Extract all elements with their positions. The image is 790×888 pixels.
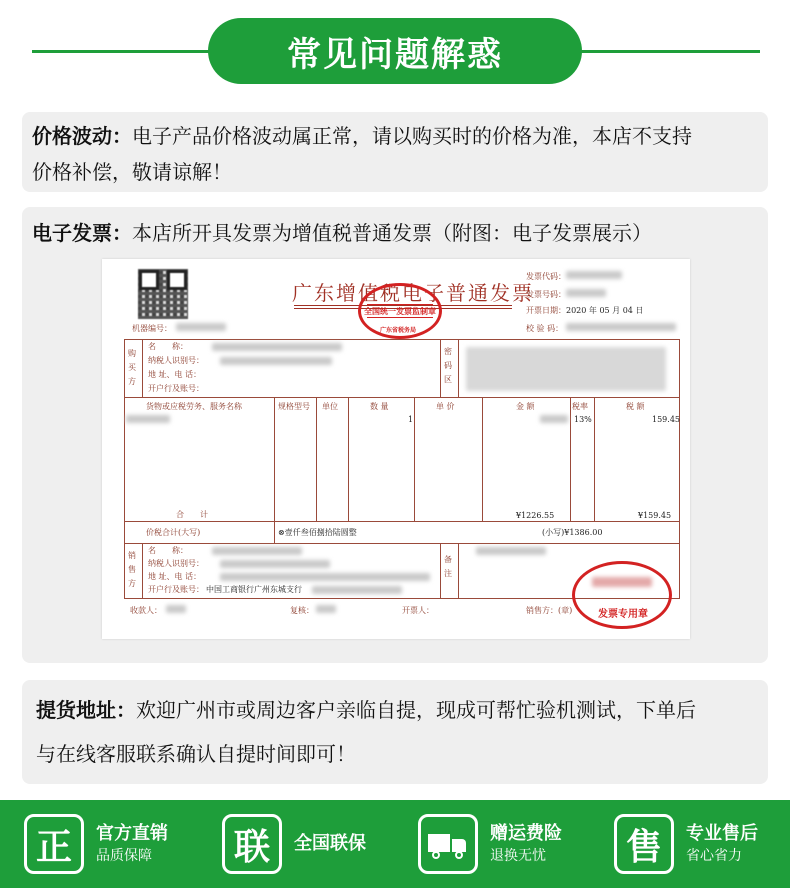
- header-divider-right: [580, 50, 760, 53]
- faq-pickup-text2: 与在线客服联系确认自提时间即可！: [36, 742, 356, 766]
- seller-addr-label: 地 址、电 话：: [148, 572, 202, 581]
- invoice-title: 广东增值税电子普通发票: [292, 281, 534, 305]
- feature-shipping-title: 赠运费险: [490, 823, 562, 844]
- stamp-top-sub: 广东省税务局: [380, 327, 417, 334]
- faq-invoice-text: 本店所开具发票为增值税普通发票（附图：电子发票展示）: [132, 221, 652, 245]
- invoice-code-label: 发票代码：: [526, 272, 566, 281]
- col-qty: 数 量: [370, 402, 389, 411]
- faq-pickup-label: 提货地址：: [36, 698, 136, 722]
- invoice-machine-label: 机器编号：: [132, 324, 172, 333]
- feature-official-sub: 品质保障: [96, 848, 152, 864]
- truck-icon: [418, 814, 478, 874]
- total-tax: ¥159.45: [638, 511, 672, 520]
- warranty-icon: 联: [222, 814, 282, 874]
- buyer-addr-label: 地 址、电 话：: [148, 370, 202, 379]
- cipher-side-label: 密 码 区: [444, 347, 452, 384]
- feature-aftersales-title: 专业售后: [686, 823, 758, 844]
- stamp-top-text: 全国统一发票监制章: [364, 306, 436, 316]
- col-spec: 规格型号: [278, 402, 310, 411]
- faq-invoice-box: [22, 207, 768, 663]
- seller-sign-label: 销售方：(章): [526, 606, 573, 615]
- redacted-cipher: [466, 347, 666, 391]
- total-amount: ¥1226.55: [516, 511, 555, 520]
- invoice-number-label: 发票号码：: [526, 290, 566, 299]
- tax-value: 159.45: [652, 415, 680, 424]
- qr-code-icon: [138, 269, 188, 319]
- faq-invoice-line: [32, 215, 758, 251]
- faq-price-text1: 电子产品价格波动属正常，请以购买时的价格为准，本店不支持: [132, 124, 692, 148]
- header-divider-left: [32, 50, 212, 53]
- qty-value: 1: [408, 415, 414, 424]
- reviewer-label: 复核：: [290, 606, 314, 615]
- seller-taxid-label: 纳税人识别号：: [148, 559, 204, 568]
- feature-shipping: [418, 812, 562, 876]
- feature-official-title: 官方直销: [96, 823, 168, 844]
- feature-aftersales-sub: 省心省力: [686, 848, 742, 864]
- seller-side-label: 销 售 方: [128, 551, 136, 588]
- faq-price-text2: 价格补偿，敬请谅解！: [32, 160, 232, 184]
- redacted-check: [566, 323, 676, 331]
- feature-shipping-sub: 退换无忧: [490, 848, 546, 864]
- feature-official: [24, 812, 168, 876]
- seller-name-label: 名 称：: [148, 546, 188, 555]
- section-header: [0, 0, 790, 100]
- remark-side-label: 备 注: [444, 555, 452, 578]
- faq-price-label: 价格波动：: [32, 124, 132, 148]
- seller-bank-value: 中国工商银行广州东城支行: [206, 585, 302, 594]
- feature-aftersales: [614, 812, 758, 876]
- issuer-label: 开票人：: [402, 606, 434, 615]
- invoice-image: [102, 259, 690, 639]
- col-unit: 单位: [322, 402, 338, 411]
- redacted-code: [566, 271, 622, 279]
- redacted-number: [566, 289, 606, 297]
- sum-label: 价税合计(大写): [146, 528, 201, 537]
- total-label: 合 计: [176, 510, 208, 519]
- feature-warranty: [222, 812, 366, 876]
- col-rate: 税率: [572, 402, 588, 411]
- aftersales-icon: 售: [614, 814, 674, 874]
- faq-pickup-text1: 欢迎广州市或周边客户亲临自提，现成可帮忙验机测试，下单后: [136, 698, 696, 722]
- invoice-date-label: 开票日期：: [526, 306, 566, 315]
- faq-pickup-box: [22, 680, 768, 784]
- col-tax: 税 额: [626, 402, 645, 411]
- buyer-name-label: 名 称：: [148, 342, 188, 351]
- faq-price-line1: [32, 118, 758, 154]
- stamp-bottom-text: 发票专用章: [598, 609, 648, 620]
- service-footer: [0, 800, 790, 888]
- rate-value: 13%: [574, 415, 592, 424]
- feature-warranty-title: 全国联保: [294, 833, 366, 854]
- col-goods: 货物或应税劳务、服务名称: [146, 402, 242, 411]
- official-icon: 正: [24, 814, 84, 874]
- sum-small: (小写)¥1386.00: [542, 528, 603, 537]
- col-price: 单 价: [436, 402, 455, 411]
- invoice-check-label: 校 验 码：: [526, 324, 564, 333]
- buyer-taxid-label: 纳税人识别号：: [148, 356, 204, 365]
- buyer-bank-label: 开户行及账号：: [148, 384, 204, 393]
- faq-price-box: [22, 112, 768, 192]
- buyer-side-label: 购 买 方: [128, 349, 136, 386]
- seller-bank-label: 开户行及账号：: [148, 585, 204, 594]
- redacted-machine: [176, 323, 226, 331]
- faq-pickup-line1: [36, 692, 754, 728]
- faq-invoice-label: 电子发票：: [32, 221, 132, 245]
- payee-label: 收款人：: [130, 606, 162, 615]
- invoice-date-value: 2020 年 05 月 04 日: [566, 306, 644, 315]
- sum-words: ⊗壹仟叁佰捌拾陆圆整: [278, 528, 357, 537]
- col-amount: 金 额: [516, 402, 535, 411]
- section-title: 常见问题解惑: [208, 18, 582, 84]
